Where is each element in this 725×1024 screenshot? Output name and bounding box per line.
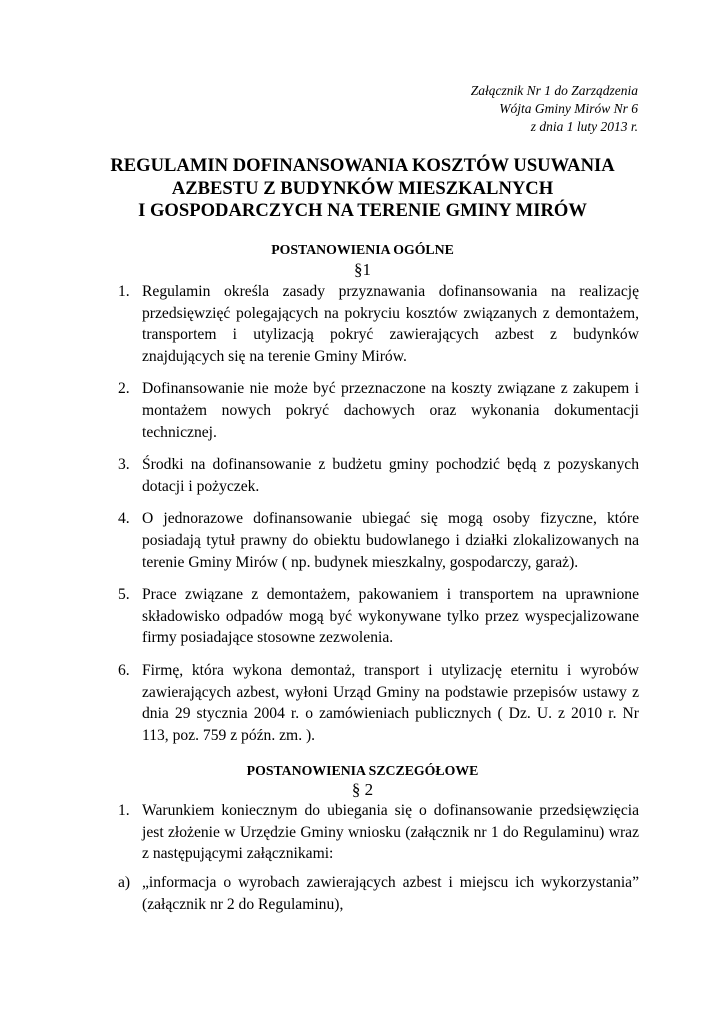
item-text: Warunkiem koniecznym do ubiegania się o dofinansowanie przedsięwzięcia jest złożenie w Urzędzie Gminy wniosku (załącznik nr 1 do Regulaminu) wraz z następującymi załącznikami: bbox=[142, 802, 639, 863]
attachments-sublist bbox=[112, 872, 639, 915]
item-number: 1. bbox=[118, 802, 130, 819]
item-text: Dofinansowanie nie może być przeznaczone na koszty związane z zakupem i montażem nowych pokryć dachowych oraz wykonania dokumentacji technicznej. bbox=[142, 380, 639, 441]
paragraph-mark-1: §1 bbox=[354, 260, 371, 279]
list-item bbox=[112, 584, 639, 649]
list-item bbox=[112, 800, 639, 865]
document-title bbox=[60, 155, 665, 223]
list-item bbox=[112, 378, 639, 443]
item-number: 3. bbox=[118, 456, 130, 474]
item-text: „informacja o wyrobach zawierających azbest i miejscu ich wykorzystania” (załącznik nr 2 do Regulaminu), bbox=[142, 874, 639, 913]
list-item bbox=[112, 508, 639, 573]
list-item bbox=[112, 281, 639, 367]
title-line-1: REGULAMIN DOFINANSOWANIA KOSZTÓW USUWANIA bbox=[110, 155, 615, 176]
item-number: 5. bbox=[118, 586, 130, 604]
item-text: Środki na dofinansowanie z budżetu gminy pochodzić będą z pozyskanych dotacji i pożyczek. bbox=[142, 456, 639, 495]
section-heading-general: POSTANOWIENIA OGÓLNE bbox=[271, 242, 454, 257]
title-line-3: I GOSPODARCZYCH NA TERENIE GMINY MIRÓW bbox=[138, 200, 587, 221]
item-text: Regulamin określa zasady przyznawania dofinansowania na realizację przedsięwzięć polegających na pokryciu kosztów związanych z demontażem, transportem i utylizacją pokryć zawierających azbest z budynków znajdujących się na terenie Gminy Mirów. bbox=[142, 283, 639, 365]
item-text: Firmę, która wykona demontaż, transport i utylizację eternitu i wyrobów zawierających azbest, wyłoni Urząd Gminy na podstawie przepisów ustawy z dnia 29 stycznia 2004 r. o zamówieniach publicznych ( Dz. U. z 2010 r. Nr 113, poz. 759 z późn. zm. ). bbox=[142, 661, 639, 744]
list-item bbox=[112, 872, 639, 915]
general-provisions-list bbox=[112, 281, 639, 746]
item-text: Prace związane z demontażem, pakowaniem i transportem na uprawnione składowisko odpadów mogą być wykonywane tylko przez wyspecjalizowane firmy posiadające stosowne zezwolenia. bbox=[142, 586, 639, 647]
paragraph-mark-2: § 2 bbox=[351, 780, 374, 799]
item-number: 4. bbox=[118, 510, 130, 528]
annex-line-3: z dnia 1 luty 2013 r. bbox=[530, 119, 638, 134]
annex-line-1: Załącznik Nr 1 do Zarządzenia bbox=[470, 83, 638, 98]
list-item bbox=[112, 660, 639, 746]
annex-reference bbox=[471, 82, 638, 136]
item-number: 2. bbox=[118, 380, 130, 398]
item-number: 6. bbox=[118, 661, 130, 679]
section-heading-detailed: POSTANOWIENIA SZCZEGÓŁOWE bbox=[246, 763, 479, 778]
item-letter: a) bbox=[118, 874, 131, 891]
list-item bbox=[112, 454, 639, 497]
title-line-2: AZBESTU Z BUDYNKÓW MIESZKALNYCH bbox=[171, 177, 554, 199]
annex-line-2: Wójta Gminy Mirów Nr 6 bbox=[499, 101, 638, 116]
item-number: 1. bbox=[118, 283, 130, 300]
item-text: O jednorazowe dofinansowanie ubiegać się mogą osoby fizyczne, które posiadają tytuł prawny do obiektu budowlanego i działki zlokalizowanych na terenie Gminy Mirów ( np. budynek mieszkalny, gospodarczy, garaż). bbox=[142, 510, 639, 571]
detailed-provisions-list bbox=[112, 800, 639, 876]
